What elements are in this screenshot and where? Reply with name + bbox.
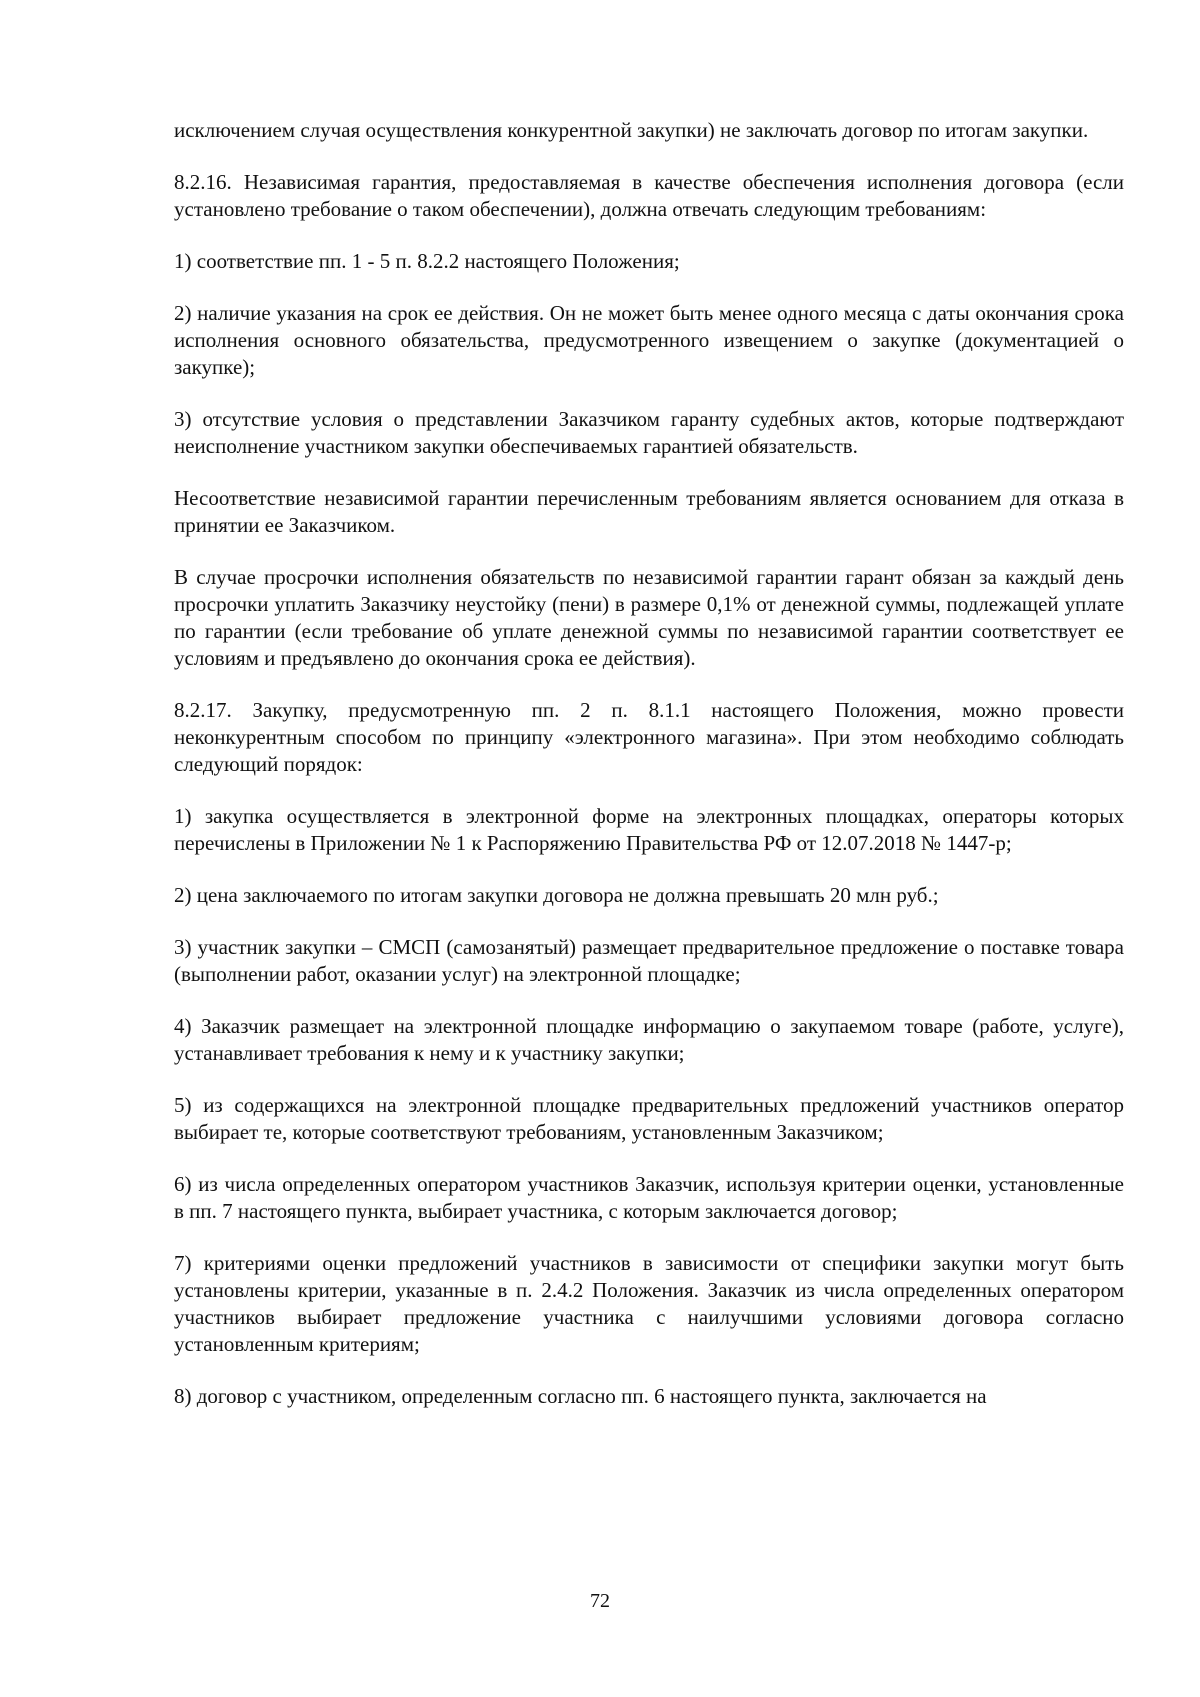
paragraph-noncompliance: Несоответствие независимой гарантии перечисленным требованиям является основанием для отказа в принятии ее Заказчиком. xyxy=(174,486,1124,537)
paragraph-step-2: 2) цена заключаемого по итогам закупки договора не должна превышать 20 млн руб.; xyxy=(174,883,939,907)
paragraph-item-2: 2) наличие указания на срок ее действия. Он не может быть менее одного месяца с даты окончания срока исполнения основного обязательства, предусмотренного извещением о закупке (документацией о закупке); xyxy=(174,301,1124,379)
paragraph-step-3: 3) участник закупки – СМСП (самозанятый) размещает предварительное предложение о поставке товара (выполнении работ, оказании услуг) на электронной площадке; xyxy=(174,935,1124,986)
document-body xyxy=(174,117,1124,1435)
page-number: 72 xyxy=(590,1590,610,1612)
paragraph-step-1: 1) закупка осуществляется в электронной форме на электронных площадках, операторы которых перечислены в Приложении № 1 к Распоряжению Правительства РФ от 12.07.2018 № 1447-р; xyxy=(174,804,1124,855)
paragraph-step-4: 4) Заказчик размещает на электронной площадке информацию о закупаемом товаре (работе, услуге), устанавливает требования к нему и к участнику закупки; xyxy=(174,1014,1124,1065)
paragraph-continuation: исключением случая осуществления конкурентной закупки) не заключать договор по итогам закупки. xyxy=(174,118,1089,142)
paragraph-step-5: 5) из содержащихся на электронной площадке предварительных предложений участников оператор выбирает те, которые соответствуют требованиям, установленным Заказчиком; xyxy=(174,1093,1124,1144)
paragraph-step-6: 6) из числа определенных оператором участников Заказчик, используя критерии оценки, установленные в пп. 7 настоящего пункта, выбирает участника, с которым заключается договор; xyxy=(174,1172,1124,1223)
paragraph-item-1: 1) соответствие пп. 1 - 5 п. 8.2.2 настоящего Положения; xyxy=(174,249,680,273)
paragraph-step-7: 7) критериями оценки предложений участников в зависимости от специфики закупки могут быть установлены критерии, указанные в п. 2.4.2 Положения. Заказчик из числа определенных оператором участников выбирает предложение участника с наилучшими условиями договора согласно установленным критериям; xyxy=(174,1251,1124,1356)
paragraph-item-3: 3) отсутствие условия о представлении Заказчиком гаранту судебных актов, которые подтверждают неисполнение участником закупки обеспечиваемых гарантией обязательств. xyxy=(174,407,1124,458)
paragraph-8-2-16: 8.2.16. Независимая гарантия, предоставляемая в качестве обеспечения исполнения договора (если установлено требование о таком обеспечении), должна отвечать следующим требованиям: xyxy=(174,170,1124,221)
paragraph-penalty: В случае просрочки исполнения обязательств по независимой гарантии гарант обязан за каждый день просрочки уплатить Заказчику неустойку (пени) в размере 0,1% от денежной суммы, подлежащей уплате по гарантии (если требование об уплате денежной суммы по независимой гарантии соответствует ее условиям и предъявлено до окончания срока ее действия). xyxy=(174,565,1124,670)
paragraph-step-8: 8) договор с участником, определенным согласно пп. 6 настоящего пункта, заключается на xyxy=(174,1384,987,1408)
paragraph-8-2-17: 8.2.17. Закупку, предусмотренную пп. 2 п. 8.1.1 настоящего Положения, можно провести неконкурентным способом по принципу «электронного магазина». При этом необходимо соблюдать следующий порядок: xyxy=(174,698,1124,776)
